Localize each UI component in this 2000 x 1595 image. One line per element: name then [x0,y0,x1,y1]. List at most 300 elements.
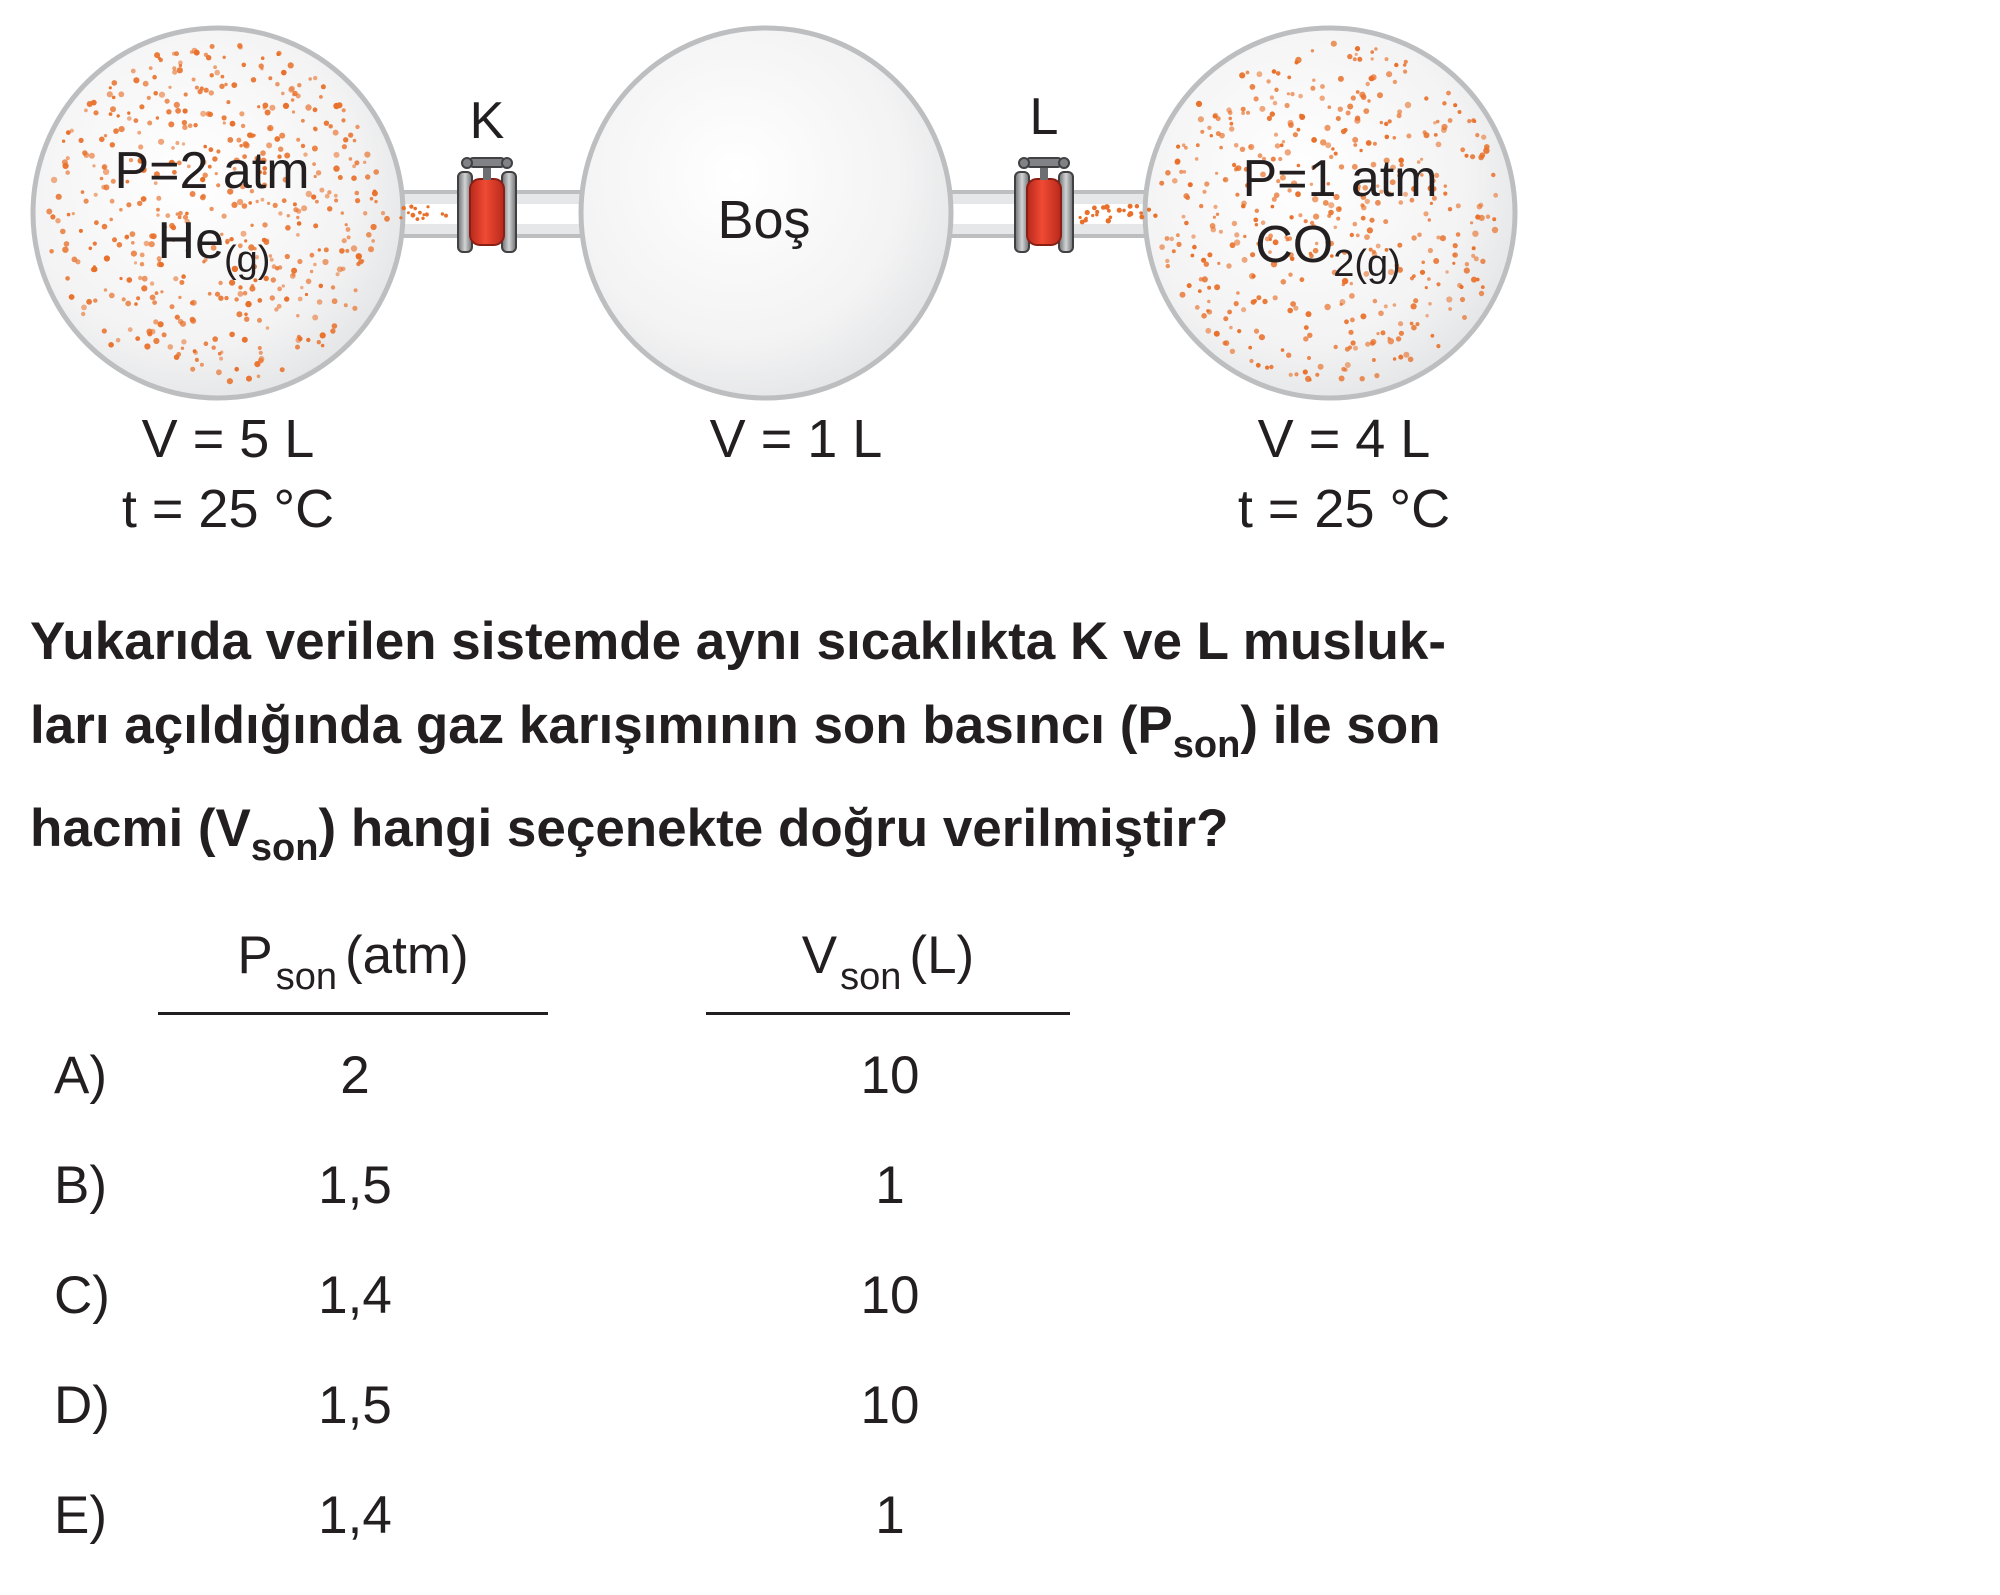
gas-particle [291,98,295,102]
question-line-2 [30,684,1590,787]
gas-particle [209,90,214,95]
gas-particle [192,78,196,82]
option-c[interactable] [0,1265,1200,1375]
gas-particle [1413,298,1418,303]
gas-particle [1385,57,1389,61]
gas-particle [174,102,180,108]
gas-particle [1249,145,1252,148]
gas-particle [139,104,144,109]
gas-particle [1265,366,1269,370]
gas-particle [1388,338,1394,344]
gas-particle [183,108,188,113]
gas-particle [1416,322,1420,326]
gas-particle [51,177,57,183]
gas-particle [1411,303,1417,309]
gas-particle [175,108,181,114]
gas-particle [226,100,230,104]
gas-particle [265,110,271,116]
gas-particle [1287,92,1290,95]
valve-l-label: L [1029,88,1059,146]
gas-particle [1199,277,1203,281]
gas-particle [331,285,335,289]
column-header-volume [706,925,1070,1015]
gas-particle [62,247,68,253]
gas-particle [162,332,167,337]
gas-particle [1214,284,1220,290]
gas-particle [243,291,248,296]
gas-particle [244,313,248,317]
gas-particle [318,248,321,251]
gas-particle [66,130,71,135]
gas-particle [342,108,346,112]
gas-particle [284,296,289,301]
gas-particle [1230,242,1236,248]
gas-particle [333,165,339,171]
gas-particle [277,287,282,292]
gas-particle [102,224,108,230]
option-pressure: 2 [340,1046,370,1105]
option-letter: E) [54,1486,107,1545]
gas-particle [339,248,345,254]
gas-particle [301,205,307,211]
gas-particle [1273,295,1278,300]
gas-particle [1383,219,1388,224]
gas-particle [1318,364,1324,370]
gas-particle [144,343,150,349]
gas-particle [118,91,124,97]
gas-particle [1425,286,1428,289]
gas-particle [1352,137,1358,143]
gas-particle [231,82,237,88]
gas-particle [1441,124,1447,130]
gas-particle [1356,234,1360,238]
gas-particle [259,351,263,355]
gas-particle [1234,143,1239,148]
gas-particle [66,156,70,160]
gas-particle [1477,204,1483,210]
gas-particle [1320,84,1325,89]
gas-particle [1474,256,1479,261]
gas-particle [1085,217,1088,220]
gas-particle [150,281,154,285]
gas-particle [249,286,255,292]
gas-particle [190,318,196,324]
gas-particle [273,203,278,208]
gas-particle [1239,72,1245,78]
gas-particle [230,121,236,127]
gas-particle [182,125,187,130]
gas-particle [1460,297,1465,302]
gas-particle [1417,233,1422,238]
column-header-pressure-rule [158,1012,548,1015]
gas-particle [87,101,93,107]
gas-particle [341,118,345,122]
gas-particle [282,284,285,287]
gas-particle [418,211,422,215]
left-gas-state: (g) [224,239,271,281]
gas-particle [126,277,132,283]
gas-particle [1210,223,1216,229]
gas-particle [1338,107,1343,112]
gas-particle [338,175,343,180]
gas-particle [268,76,272,80]
gas-particle [1378,311,1384,317]
gas-particle [356,262,360,266]
gas-particle [1214,331,1220,337]
gas-particle [1251,299,1256,304]
gas-particle [1478,155,1484,161]
gas-particle [224,83,227,86]
option-letter: C) [54,1266,110,1325]
gas-particle [1288,120,1294,126]
gas-particle [1324,125,1330,131]
gas-particle [104,134,107,137]
gas-particle [330,328,335,333]
gas-particle [256,200,259,203]
column-header-pressure-unit: (atm) [344,926,469,985]
gas-particle [152,75,157,80]
gas-particle [1484,144,1490,150]
gas-particle [306,338,310,342]
valve-l[interactable] [1015,158,1073,252]
gas-particle [327,190,331,194]
gas-particle [277,304,282,309]
gas-particle [336,272,340,276]
gas-particle [260,67,263,70]
gas-particle [172,66,176,70]
gas-particle [283,103,289,109]
gas-particle [1385,135,1390,140]
gas-particle [1176,233,1180,237]
gas-particle [1223,316,1228,321]
gas-particle [208,292,212,296]
gas-particle [1403,352,1409,358]
gas-particle [1282,140,1285,143]
gas-particle [152,300,157,305]
gas-particle [1446,91,1451,96]
gas-particle [1195,157,1199,161]
gas-particle [1458,110,1462,114]
gas-particle [188,123,193,128]
gas-particle [236,311,242,317]
gas-particle [116,338,121,343]
gas-particle [1384,122,1388,126]
gas-particle [371,239,375,243]
gas-particle [1343,128,1347,132]
gas-particle [1457,283,1462,288]
question-line-2-post: ) ile son [1240,696,1441,755]
column-header-pressure-main: P [237,926,273,985]
gas-particle [1091,214,1094,217]
gas-particle [1481,135,1486,140]
gas-particle [1371,57,1374,60]
gas-particle [363,211,367,215]
gas-particle [351,175,357,181]
gas-particle [79,229,83,233]
gas-particle [306,279,312,285]
gas-particle [1276,71,1281,76]
gas-particle [131,69,136,74]
gas-particle [134,118,139,123]
gas-particle [89,247,93,251]
gas-particle [352,306,357,311]
gas-particle [281,92,285,96]
gas-particle [212,346,216,350]
gas-particle [79,138,84,143]
option-b[interactable] [0,1155,1200,1265]
gas-particle [50,214,55,219]
gas-particle [1234,166,1239,171]
gas-particle [1398,321,1403,326]
gas-particle [1122,209,1126,213]
gas-particle [108,342,114,348]
gas-particle [214,70,220,76]
gas-particle [1298,94,1303,99]
gas-particle [1353,143,1357,147]
gas-particle [1373,299,1378,304]
gas-particle [347,235,351,239]
gas-particle [239,111,244,116]
gas-particle [1436,142,1442,148]
gas-particle [309,77,312,80]
gas-particle [141,285,147,291]
gas-particle [200,363,204,367]
gas-particle [421,217,424,220]
gas-particle [1347,104,1353,110]
option-e[interactable] [0,1485,1200,1595]
gas-particle [1433,121,1436,124]
gas-particle [1169,237,1174,242]
gas-particle [234,297,238,301]
gas-particle [1355,53,1358,56]
gas-particle [1465,154,1469,158]
gas-particle [1355,46,1360,51]
gas-particle [149,66,153,70]
gas-particle [1254,329,1259,334]
gas-particle [317,340,321,344]
gas-particle [149,241,155,247]
gas-particle [1423,130,1427,134]
gas-particle [1345,362,1351,368]
gas-particle [1287,76,1291,80]
gas-particle [1101,205,1106,210]
column-header-pressure-sub: son [275,956,337,998]
gas-particle [1351,95,1356,100]
gas-particle [370,197,374,201]
gas-particle [1198,289,1202,293]
gas-particle [1295,57,1301,63]
gas-particle [1384,304,1388,308]
gas-particle [321,84,326,89]
gas-particle [218,281,222,285]
gas-particle [1206,309,1209,312]
gas-particle [173,276,178,281]
gas-particle [124,235,129,240]
gas-particle [178,296,181,299]
gas-particle [297,259,302,264]
gas-particle [102,328,107,333]
gas-particle [119,277,122,280]
option-volume: 1 [875,1486,905,1545]
gas-particle [1350,233,1354,237]
gas-particle [1196,143,1200,147]
gas-particle [241,124,245,128]
gas-particle [1207,126,1211,130]
gas-particle [1353,222,1358,227]
gas-particle [1421,261,1425,265]
gas-particle [1328,105,1332,109]
gas-particle [269,105,275,111]
gas-particle [332,323,338,329]
gas-particle [1411,325,1417,331]
gas-particle [1252,274,1256,278]
gas-particle [257,105,260,108]
gas-particle [1359,92,1365,98]
gas-particle [1080,220,1085,225]
gas-particle [1373,142,1377,146]
gas-particle [1405,102,1411,108]
gas-particle [1139,211,1143,215]
gas-particle [1303,336,1308,341]
left-gas-formula: He [157,212,225,270]
gas-particle [219,357,223,361]
gas-particle [1281,348,1285,352]
option-d[interactable] [0,1375,1200,1485]
gas-particle [365,174,370,179]
gas-particle [1246,71,1250,75]
gas-particle [1267,116,1272,121]
gas-particle [1325,142,1331,148]
gas-particle [72,257,78,263]
gas-particle [1336,217,1340,221]
gas-particle [204,53,208,57]
gas-particle [1338,76,1344,82]
valve-k-label: K [469,92,505,150]
gas-particle [305,293,308,296]
gas-particle [312,146,318,152]
gas-particle [1453,243,1458,248]
gas-particle [192,48,198,54]
gas-particle [250,224,253,227]
gas-particle [329,124,333,128]
gas-particle [1360,376,1365,381]
gas-particle [144,241,150,247]
gas-particle [89,153,95,159]
valve-k[interactable] [458,158,516,252]
question-text [30,600,1590,890]
gas-particle [276,51,281,56]
gas-particle [248,201,252,205]
gas-particle [1176,242,1181,247]
gas-particle [137,131,141,135]
gas-particle [1266,79,1270,83]
gas-particle [153,91,158,96]
gas-particle [1242,257,1248,263]
gas-particle [319,284,324,289]
gas-particle [109,86,112,89]
gas-particle [312,315,318,321]
gas-particle [1281,279,1287,285]
gas-particle [1356,90,1360,94]
gas-particle [112,237,117,242]
gas-particle [314,175,317,178]
gas-particle [1227,310,1232,315]
gas-particle [1410,322,1414,326]
gas-particle [151,233,157,239]
gas-particle [373,169,379,175]
gas-particle [1434,133,1438,137]
gas-particle [166,109,171,114]
gas-particle [72,212,75,215]
gas-particle [1310,86,1315,91]
gas-particle [93,265,96,268]
gas-particle [1315,373,1319,377]
gas-particle [1290,301,1296,307]
gas-particle [1377,92,1383,98]
gas-particle [1393,136,1397,140]
gas-particle [251,77,256,82]
gas-particle [1357,57,1362,62]
gas-particle [1471,118,1476,123]
gas-particle [84,199,89,204]
gas-particle [181,347,184,350]
gas-particle [1479,291,1484,296]
gas-particle [67,213,71,217]
gas-particle [99,137,105,143]
gas-particle [1440,235,1446,241]
gas-particle [237,43,242,48]
gas-particle [204,341,209,346]
gas-particle [1204,262,1209,267]
gas-particle [1172,249,1176,253]
gas-particle [1117,208,1122,213]
gas-particle [1420,270,1425,275]
option-a[interactable] [0,1045,1200,1155]
gas-particle [210,44,215,49]
gas-particle [1486,215,1490,219]
gas-particle [1431,334,1435,338]
gas-particle [1304,325,1309,330]
gas-particle [165,99,170,104]
gas-particle [216,369,222,375]
gas-particle [1398,355,1403,360]
gas-particle [1187,283,1192,288]
gas-particle [366,232,372,238]
gas-particle [142,276,148,282]
gas-particle [1479,215,1485,221]
gas-particle [1311,137,1317,143]
option-volume: 1 [875,1156,905,1215]
gas-particle [371,224,377,230]
gas-particle [130,231,136,237]
gas-particle [313,126,317,130]
gas-particle [213,65,217,69]
gas-particle [413,207,417,211]
gas-particle [1363,108,1369,114]
gas-particle [373,190,377,194]
gas-particle [150,329,156,335]
middle-volume: V = 1 L [709,409,883,469]
gas-particle [259,356,265,362]
gas-particle [1250,84,1256,90]
gas-particle [1248,346,1252,350]
gas-particle [81,190,85,194]
gas-particle [1428,248,1433,253]
gas-particle [119,126,125,132]
gas-particle [288,62,294,68]
option-volume: 10 [860,1266,920,1325]
gas-particle [180,321,186,327]
